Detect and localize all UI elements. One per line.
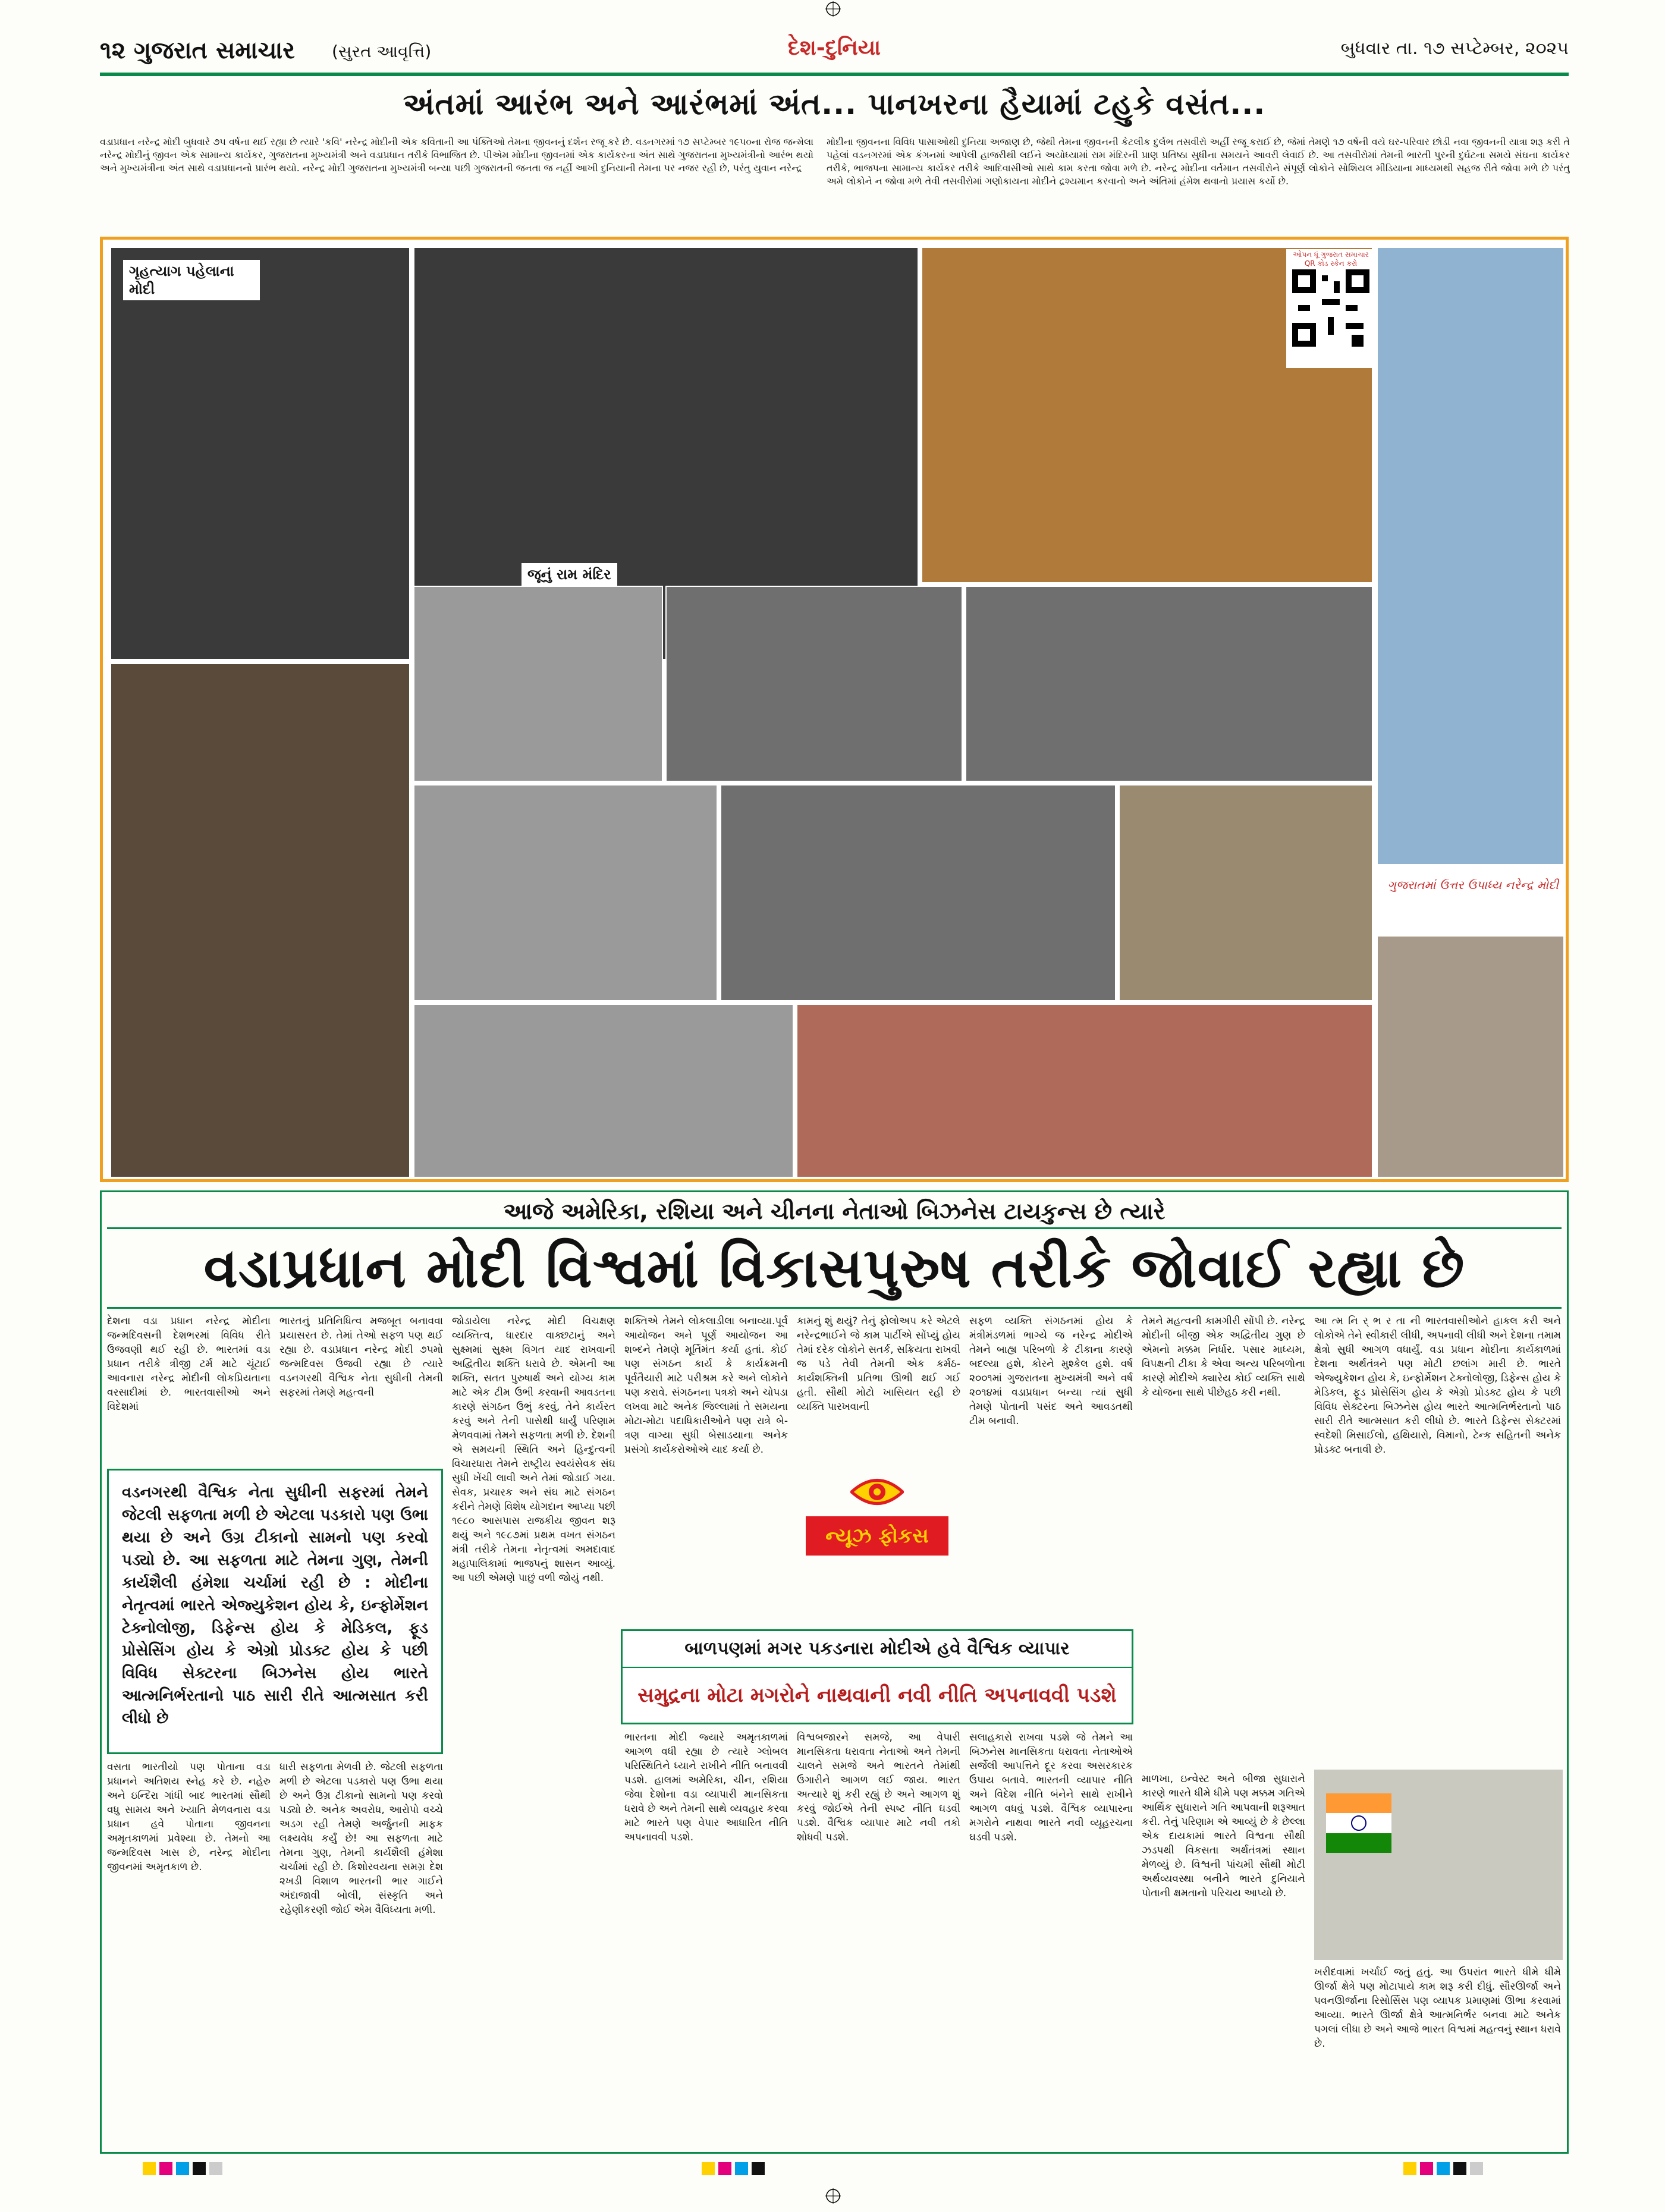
bottom-column-8: ખરીદવામાં ખર્ચાઈ જતું હતું. આ ઉપરાંત ભારતે ધીમે ધીમે ઊર્જા ક્ષેત્રે પણ મોટાપાયે કામ શરૂ કરી દીધું. સૌરઊર્જા અને પવનઊર્જાના રિસોર્સિસ પણ વ્યાપક પ્રમાણમાં ઊભા કરવામાં આવ્યા. ભારતે ઊર્જા ક્ષેત્રે આત્મનિર્ભર બનવા માટે અનેક પગલાં લીધા છે અને આજે ભારત વિશ્વમાં મહત્વનું સ્થાન ધરાવે છે. xyxy=(1314,1966,1561,2050)
column-4: શક્તિએ તેમને લોકલાડીલા બનાવ્યા.પૂર્વ આયોજન અને પૂર્ણ આયોજન આ શબ્દને તેમણે મૂર્તિમંત કર્યા હતાં. કોઈ પણ સંગઠન કાર્ય કે કાર્યક્રમની પૂર્વતૈયારી માટે પરીશ્રમ કરે અને લોકોને પણ કરાવે. સંગઠનના પત્રકો અને ચોપડા લખવા માટે અનેક જિલ્લામાં તે સમયના મોટા-મોટા પદાધિકારીઓને પણ રાત્રે બે-ત્રણ વાગ્યા સુધી બેસાડયાના અનેક પ્રસંગો કાર્યકરોઓએ યાદ કર્યા છે. xyxy=(624,1315,788,1456)
color-bar-right xyxy=(1403,2162,1483,2175)
page-title: ૧૨ ગુજરાત સમાચાર xyxy=(100,37,295,64)
photo-modi-flag xyxy=(1314,1770,1563,1960)
photo-village-group xyxy=(665,586,963,782)
headline-rule xyxy=(107,1307,1562,1309)
pull-quote-text: વડનગરથી વૈશ્વિક નેતા સુધીની સફરમાં તેમને જેટલી સફળતા મળી છે એટલા પડકારો પણ ઉભા થયા છે અને ઉગ્ર ટીકાનો સામનો પણ કરવો પડ્યો છે. આ સફળતા માટે તેમના ગુણ, તેમની કાર્યશૈલી હંમેશા ચર્ચામાં રહી છે : મોદીના નેતૃત્વમાં ભારતે એજ્યુકેશન હોય કે, ઇન્ફોર્મેશન ટેક્નોલોજી, ડિફેન્સ હોય કે મેડિકલ, ફૂડ પ્રોસેસિંગ હોય કે એગ્રો પ્રોડક્ટ હોય કે પછી વિવિધ સેક્ટરના બિઝનેસ હોય ભારતે આત્મનિર્ભરતાનો પાઠ સારી રીતે આત્મસાત કરી લીધો છે xyxy=(122,1484,428,1727)
column-8: આ ત્મ નિ ર્ ભ ર તા ની ભારતવાસીઓને હાકલ કરી અને લોકોએ તેને સ્વીકારી લીધી, અપનાવી લીધી અને દેશના તમામ ક્ષેત્રો સુધી આગળ વધાર્યું. વડા પ્રધાન મોદીના કાર્યકાળમાં દેશના અર્થતંત્રને પણ મોટી છલાંગ મારી છે. ભારતે એજ્યુકેશન હોય કે, ઇન્ફોર્મેશન ટેક્નોલોજી, ડિફેન્સ હોય કે મેડિકલ, ફૂડ પ્રોસેસિંગ હોય કે એગ્રો પ્રોડક્ટ હોય કે પછી વિવિધ સેક્ટરના બિઝનેસ હોય ભારતે આત્મનિર્ભરતાનો પાઠ સારી રીતે આત્મસાત કરી લીધો છે. ભારતે ડિફેન્સ સેક્ટરમાં સ્વદેશી મિસાઈલો, હથિયારો, વિમાનો, ટેન્ક સહિતની અનેક પ્રોડક્ટ બનાવી છે. xyxy=(1314,1315,1561,1456)
photo-colonial-building xyxy=(1377,935,1565,1178)
photo-pre-renunciation xyxy=(110,247,410,660)
edition-label: (સુરત આવૃત્તિ) xyxy=(332,42,432,61)
top-story-headline: અંતમાં આરંભ અને આરંભમાં અંત... પાનખરના હૈયામાં ટહુકે વસંત... xyxy=(403,87,1266,121)
bottom-column-2: ધારી સફળતા મેળવી છે. જેટલી સફળતા મળી છે એટલા પડકારો પણ ઉભા થયા છે અને ઉગ્ર ટીકાનો સામનો પણ કરવો પડ્યો છે. અનેક અવરોધ, આરોપો વચ્ચે અડગ રહી તેમણે અર્જુનની માફક લક્ષ્યવેધ કર્યું છે! આ સફળતા માટે તેમના ગુણ, તેમની કાર્યશૈલી હંમેશા ચર્ચામાં રહી છે. કિશોરવયના સમગ્ર દેશ ૨ખડી વિશાળ ભારતની ભાર ગાઈને અંદાજાવી બોલી, સંસ્કૃતિ અને રહેણીકરણી જોઈ એમ વૈવિધ્યતા મળી. xyxy=(279,1761,443,1916)
registration-mark-top xyxy=(825,1,841,17)
bottom-column-1: વસતા ભારતીયો પણ પોતાના વડા પ્રધાનને અતિશય સ્નેહ કરે છે. નહેરુ અને ઇન્દિરા ગાંધી બાદ ભારતમાં સૌથી વધુ સામય અને ખ્યાતિ મેળવનારા વડા પ્રધાન હવે પોતાના જીવનના અમૃતકાળમાં પ્રવેશ્યા છે. તેમનો આ જન્મદિવસ ખાસ છે, નરેન્દ્ર મોદીના જીવનમાં અમૃતકાળ છે. xyxy=(107,1761,271,1873)
indian-flag-icon xyxy=(1326,1793,1391,1853)
top-story-intro-right: મોદીના જીવનના વિવિધ પાસાઓથી દુનિયા અજાણ છે, જેથી તેમના જીવનની કેટલીક દુર્લભ તસવીરો અહીં રજૂ કરાઈ છે, જેમાં તેમણે ૧૭ વર્ષની વયે ઘર-પરિવાર છોડી નવા જીવનની યાત્રા શરૂ કરી તે પહેલાં વડનગરમાં એક કંગનમાં આપેલી હાજરીથી લઈને અયોધ્યામાં રામ મંદિરની પ્રાણ પ્રતિષ્ઠા સુધીના સમયને આવરી લેવાઈ છે. આ તસવીરોમાં તેમની ભારતી પુરની દુર્ઘટના સમયે સંઘના કાર્યકર તરીકે, ભાજપના સામાન્ય કાર્યકર તરીકે આદિવાસીઓ સાથે કામ કરતા જોવા મળે છે. નરેન્દ્ર મોદીના વર્તમાન તસવીરોને સંપૂર્ણ લોકોને સોશિયલ મીડિયાના માધ્યમથી સહજ રીતે જોવા મળે છે પરંતુ અમે લોકોને ન જોવા મળે તેવી તસવીરોમાં ગણોકાયના મોદીને દ્રશ્યમાન કરવાનો અને અંતિમાં હંમેશ થવાનો પ્રયાસ કર્યો છે. xyxy=(827,136,1570,187)
column-7: તેમને મહત્વની કામગીરી સોંપી છે. નરેન્દ્ર મોદીની બીજી એક અદ્વિતીય ગુણ છે એમનો મક્કમ નિર્ધાર. પસાર માધ્યમ, વિપક્ષની ટીકા કે એવા અન્ય પરિબળોના કારણે મોદીએ ક્યારેય કોઈ વ્યક્તિ સાથે કે યોજના સાથે પીછેહઠ કરી નથી. xyxy=(1142,1315,1305,1399)
qr-code-icon xyxy=(1292,269,1369,347)
news-focus-label: ન્યૂઝ ફોકસ xyxy=(806,1516,948,1556)
signature-box xyxy=(1377,868,1565,933)
photo-office-desk xyxy=(1119,784,1373,1001)
photo-meal-seated xyxy=(965,586,1373,782)
news-focus-logo xyxy=(800,1475,954,1564)
photo-radio-microphone xyxy=(110,663,410,1178)
column-5: કામનું શું થયું? તેનું ફોલોઅપ કરે એટલે નરેન્દ્રભાઈને જે કામ પાર્ટીએ સોંપ્યું હોય તેમાં દરેક લોકોને સતર્ક, સક્રિયતા રાખવી જ પડે તેવી તેમની એક કર્મઠ-કાર્યશક્તિની પ્રતિભા ઊભી થઈ ગઈ હતી. સૌથી મોટો ખાસિયત રહી છે વ્યક્તિ પારખવાની xyxy=(797,1315,960,1413)
photo-caption-old-ram-temple: જૂનું રામ મંદિર xyxy=(522,563,617,586)
column-6: સફળ વ્યક્તિ સંગઠનમાં હોય કે મંત્રીમંડળમાં ભાગ્યે જ નરેન્દ્ર મોદીએ તેમને બાહ્ય પરિબળો કે ટીકાના કારણે બદલ્યા હશે, કોરને મુશ્કેલ હશે. વર્ષ ૨૦૦૧માં ગુજરાતના મુખ્યમંત્રી અને વર્ષ ૨૦૧૪માં વડાપ્રધાન બન્યા ત્યાં સુધી તેમણે પોતાની પસંદ અને આવડતથી ટીમ બનાવી. xyxy=(969,1315,1133,1427)
photo-riverbank xyxy=(413,586,663,782)
kicker-rule xyxy=(107,1227,1562,1229)
photo-classroom xyxy=(796,1004,1373,1178)
date-label: બુધવાર તા. ૧૭ સપ્ટેમ્બર, ૨૦૨૫ xyxy=(1340,38,1569,59)
eye-icon xyxy=(850,1475,904,1509)
photo-leaders-walking xyxy=(413,784,718,1001)
photo-eiffel-tower xyxy=(1377,247,1565,865)
qr-label: ઓપન ધૂં ગુજરાત સમાચાર QR કોડ સ્કેન કરો xyxy=(1293,250,1369,268)
bottom-column-4: ભારતના મોદી જ્યારે અમૃતકાળમાં આગળ વધી રહ્યા છે ત્યારે ગ્લોબલ પરિસ્થિતિને ધ્યાને રાખીને નીતિ બનાવવી પડશે. હાલમાં અમેરિકા, ચીન, રશિયા જેવા દેશોના વડા વ્યાપારી માનસિકતા ધરાવે છે અને તેમની સાથે વ્યવહાર કરવા માટે ભારતે પણ વેપાર આધારિત નીતિ અપનાવવી પડશે. xyxy=(624,1732,788,1843)
top-story-intro-left: વડાપ્રધાન નરેન્દ્ર મોદી બુધવારે ૭૫ વર્ષના થઈ રહ્યા છે ત્યારે 'કવિ' નરેન્દ્ર મોદીની એક કવિતાની આ પંક્તિઓ તેમના જીવનનું દર્શન રજૂ કરે છે. વડનગરમાં ૧૭ સપ્ટેમ્બર ૧૯૫૦ના રોજ જન્મેલા નરેન્દ્ર મોદીનું જીવન એક સામાન્ય કાર્યકર, ગુજરાતના મુખ્યમંત્રી અને વડાપ્રધાન તરીકે વિભાજિત છે. પીએમ મોદીના જીવનમાં એક કાર્યકરના અંત સાથે ગુજરાતના મુખ્યમંત્રીનો આરંભ થયો અને મુખ્યમંત્રીના અંત સાથે વડાપ્રધાનનો પ્રારંભ થયો. નરેન્દ્ર મોદી ગુજરાતના મુખ્યમંત્રી બન્યા પછી ગુજરાતની જનતા જ નહીં આખી દુનિયાની તેમના પર નજર રહી છે, પરંતુ યુવાન નરેન્દ્ર xyxy=(100,136,813,174)
section-label: દેશ-દુનિયા xyxy=(787,36,881,60)
signature-text: ગુજરાતમાં ઉત્તર ઉપાધ્ય નરેન્દ્ર મોદી xyxy=(1387,878,1559,892)
header-rule xyxy=(100,73,1569,76)
photo-crowd-assembly xyxy=(720,784,1116,1001)
photo-three-portraits xyxy=(413,1004,794,1178)
sub-story-headline: સમુદ્રના મોટા મગરોને નાથવાની નવી નીતિ અપનાવવી પડશે xyxy=(637,1683,1117,1707)
column-2: ભારતનું પ્રતિનિધિત્વ મજબૂત બનાવવા પ્રયાસરત છે. તેમાં તેઓ સફળ પણ થઈ રહ્યા છે. વડાપ્રધાન નરેન્દ્ર મોદી ૭૫મો જન્મદિવસ ઉજવી રહ્યા છે ત્યારે વડનગરથી વૈશ્વિક નેતા સુધીની તેમની સફરમાં તેમણે મહત્વની xyxy=(279,1315,443,1399)
qr-code-box xyxy=(1286,249,1375,368)
pull-quote-box xyxy=(107,1469,443,1754)
photo-caption-pre-renunciation: ગૃહત્યાગ પહેલાના મોદી xyxy=(123,260,260,300)
page-header xyxy=(100,26,1569,74)
second-story-headline: વડાપ્રધાન મોદી વિશ્વમાં વિકાસપુરુષ તરીકે જોવાઈ રહ્યા છે xyxy=(203,1236,1465,1300)
sub-story-box xyxy=(621,1629,1133,1724)
color-bar-center xyxy=(702,2162,765,2175)
registration-mark-bottom xyxy=(825,2188,841,2204)
column-1: દેશના વડા પ્રધાન નરેન્દ્ર મોદીના જન્મદિવસની દેશભરમાં વિવિધ રીતે ઉજવણી થઈ રહી છે. ભારતમાં વડા પ્રધાન તરીકે ત્રીજી ટર્મ માટે ચૂંટાઈ આવનારા નરેન્દ્ર મોદીની લોકપ્રિયતાના વરસાદીમાં છે. ભારતવાસીઓ અને વિદેશમાં xyxy=(107,1315,271,1413)
bottom-column-6: સલાહકારો રાખવા પડશે જે તેમને આ બિઝનેસ માનસિકતા ધરાવતા નેતાઓએ સર્જેલી આપત્તિને દૂર કરવા અસરકારક ઉપાય બતાવે. ભારતની વ્યાપાર નીતિ અને વિદેશ નીતિ બંનેને સાથે રાખીને આગળ વધવું પડશે. વૈશ્વિક વ્યાપારના મગરોને નાથવા ભારતે નવી વ્યૂહરચના ઘડવી પડશે. xyxy=(969,1732,1133,1843)
bottom-column-7: માળખા, ઇન્વેસ્ટ અને બીજા સુધારાને કારણે ભારતે ધીમે ધીમે પણ મક્કમ ગતિએ આર્થિક સુધારાને ગતિ આપવાની શરૂઆત કરી. તેનું પરિણામ એ આવ્યું છે કે છેલ્લા એક દાયકામાં ભારતે વિશ્વના સૌથી ઝડપથી વિકસતા અર્થતંત્રમાં સ્થાન મેળવ્યું છે. વિશ્વની પાંચમી સૌથી મોટી અર્થવ્યવસ્થા બનીને ભારતે દુનિયાને પોતાની ક્ષમતાનો પરિચય આપ્યો છે. xyxy=(1142,1773,1305,1899)
column-3: જોડાયેલા નરેન્દ્ર મોદી વિચક્ષણ વ્યક્તિત્વ, ધારદાર વાક્છટાનું અને સુક્ષ્મમાં સુક્ષ્મ વિગત યાદ રાખવાની અદ્વિતીય શક્તિ ધરાવે છે. એમની આ શક્તિ, સતત પુરુષાર્થ અને યોગ્ય કામ માટે એક ટીમ ઉભી કરવાની આવડતના કારણે સંગઠન ઉભું કરવું, તેને કાર્યરત કરવું અને તેની પાસેથી ધાર્યું પરિણામ મેળવવામાં તેમને સફળતા મળી છે. દેશની એ સમયની સ્થિતિ અને હિન્દુત્વની વિચારધારા તેમને રાષ્ટ્રીય સ્વયંસેવક સંઘ સુધી ખેંચી લાવી અને તેમાં જોડાઈ ગયા. સેવક, પ્રચારક અને સંઘ માટે સંગઠન કરીને તેમણે વિશેષ યોગદાન આપ્યા પછી ૧૯૮૦ આસપાસ રાજકીય જીવન શરૂ થયું અને ૧૯૮૭માં પ્રથમ વખત સંગઠન મંત્રી તરીકે તેમના નેતૃત્વમાં અમદાવાદ મહાપાલિકામાં ભાજપનું શાસન આવ્યું. આ પછી એમણે પાછું વળી જોયું નથી. xyxy=(452,1315,615,1584)
sub-story-kicker: બાળપણમાં મગર પકડનારા મોદીએ હવે વૈશ્વિક વ્યાપાર xyxy=(623,1631,1132,1668)
second-story-kicker: આજે અમેરિકા, રશિયા અને ચીનના નેતાઓ બિઝનેસ ટાયકુન્સ છે ત્યારે xyxy=(503,1198,1166,1224)
bottom-column-5: વિશ્વબજારને સમજે, આ વેપારી માનસિકતા ધરાવતા નેતાઓ અને તેમની ચાલને સમજે અને ભારતને તેમાંથી ઉગારીને આગળ લઈ જાય. ભારત અત્યારે શું કરી રહ્યું છે અને આગળ શું કરવું જોઈએ તેની સ્પષ્ટ નીતિ ઘડવી પડશે. વૈશ્વિક વ્યાપાર માટે નવી તકો શોધવી પડશે. xyxy=(797,1732,960,1843)
color-bar-left xyxy=(143,2162,222,2175)
photo-collage xyxy=(100,237,1569,1182)
